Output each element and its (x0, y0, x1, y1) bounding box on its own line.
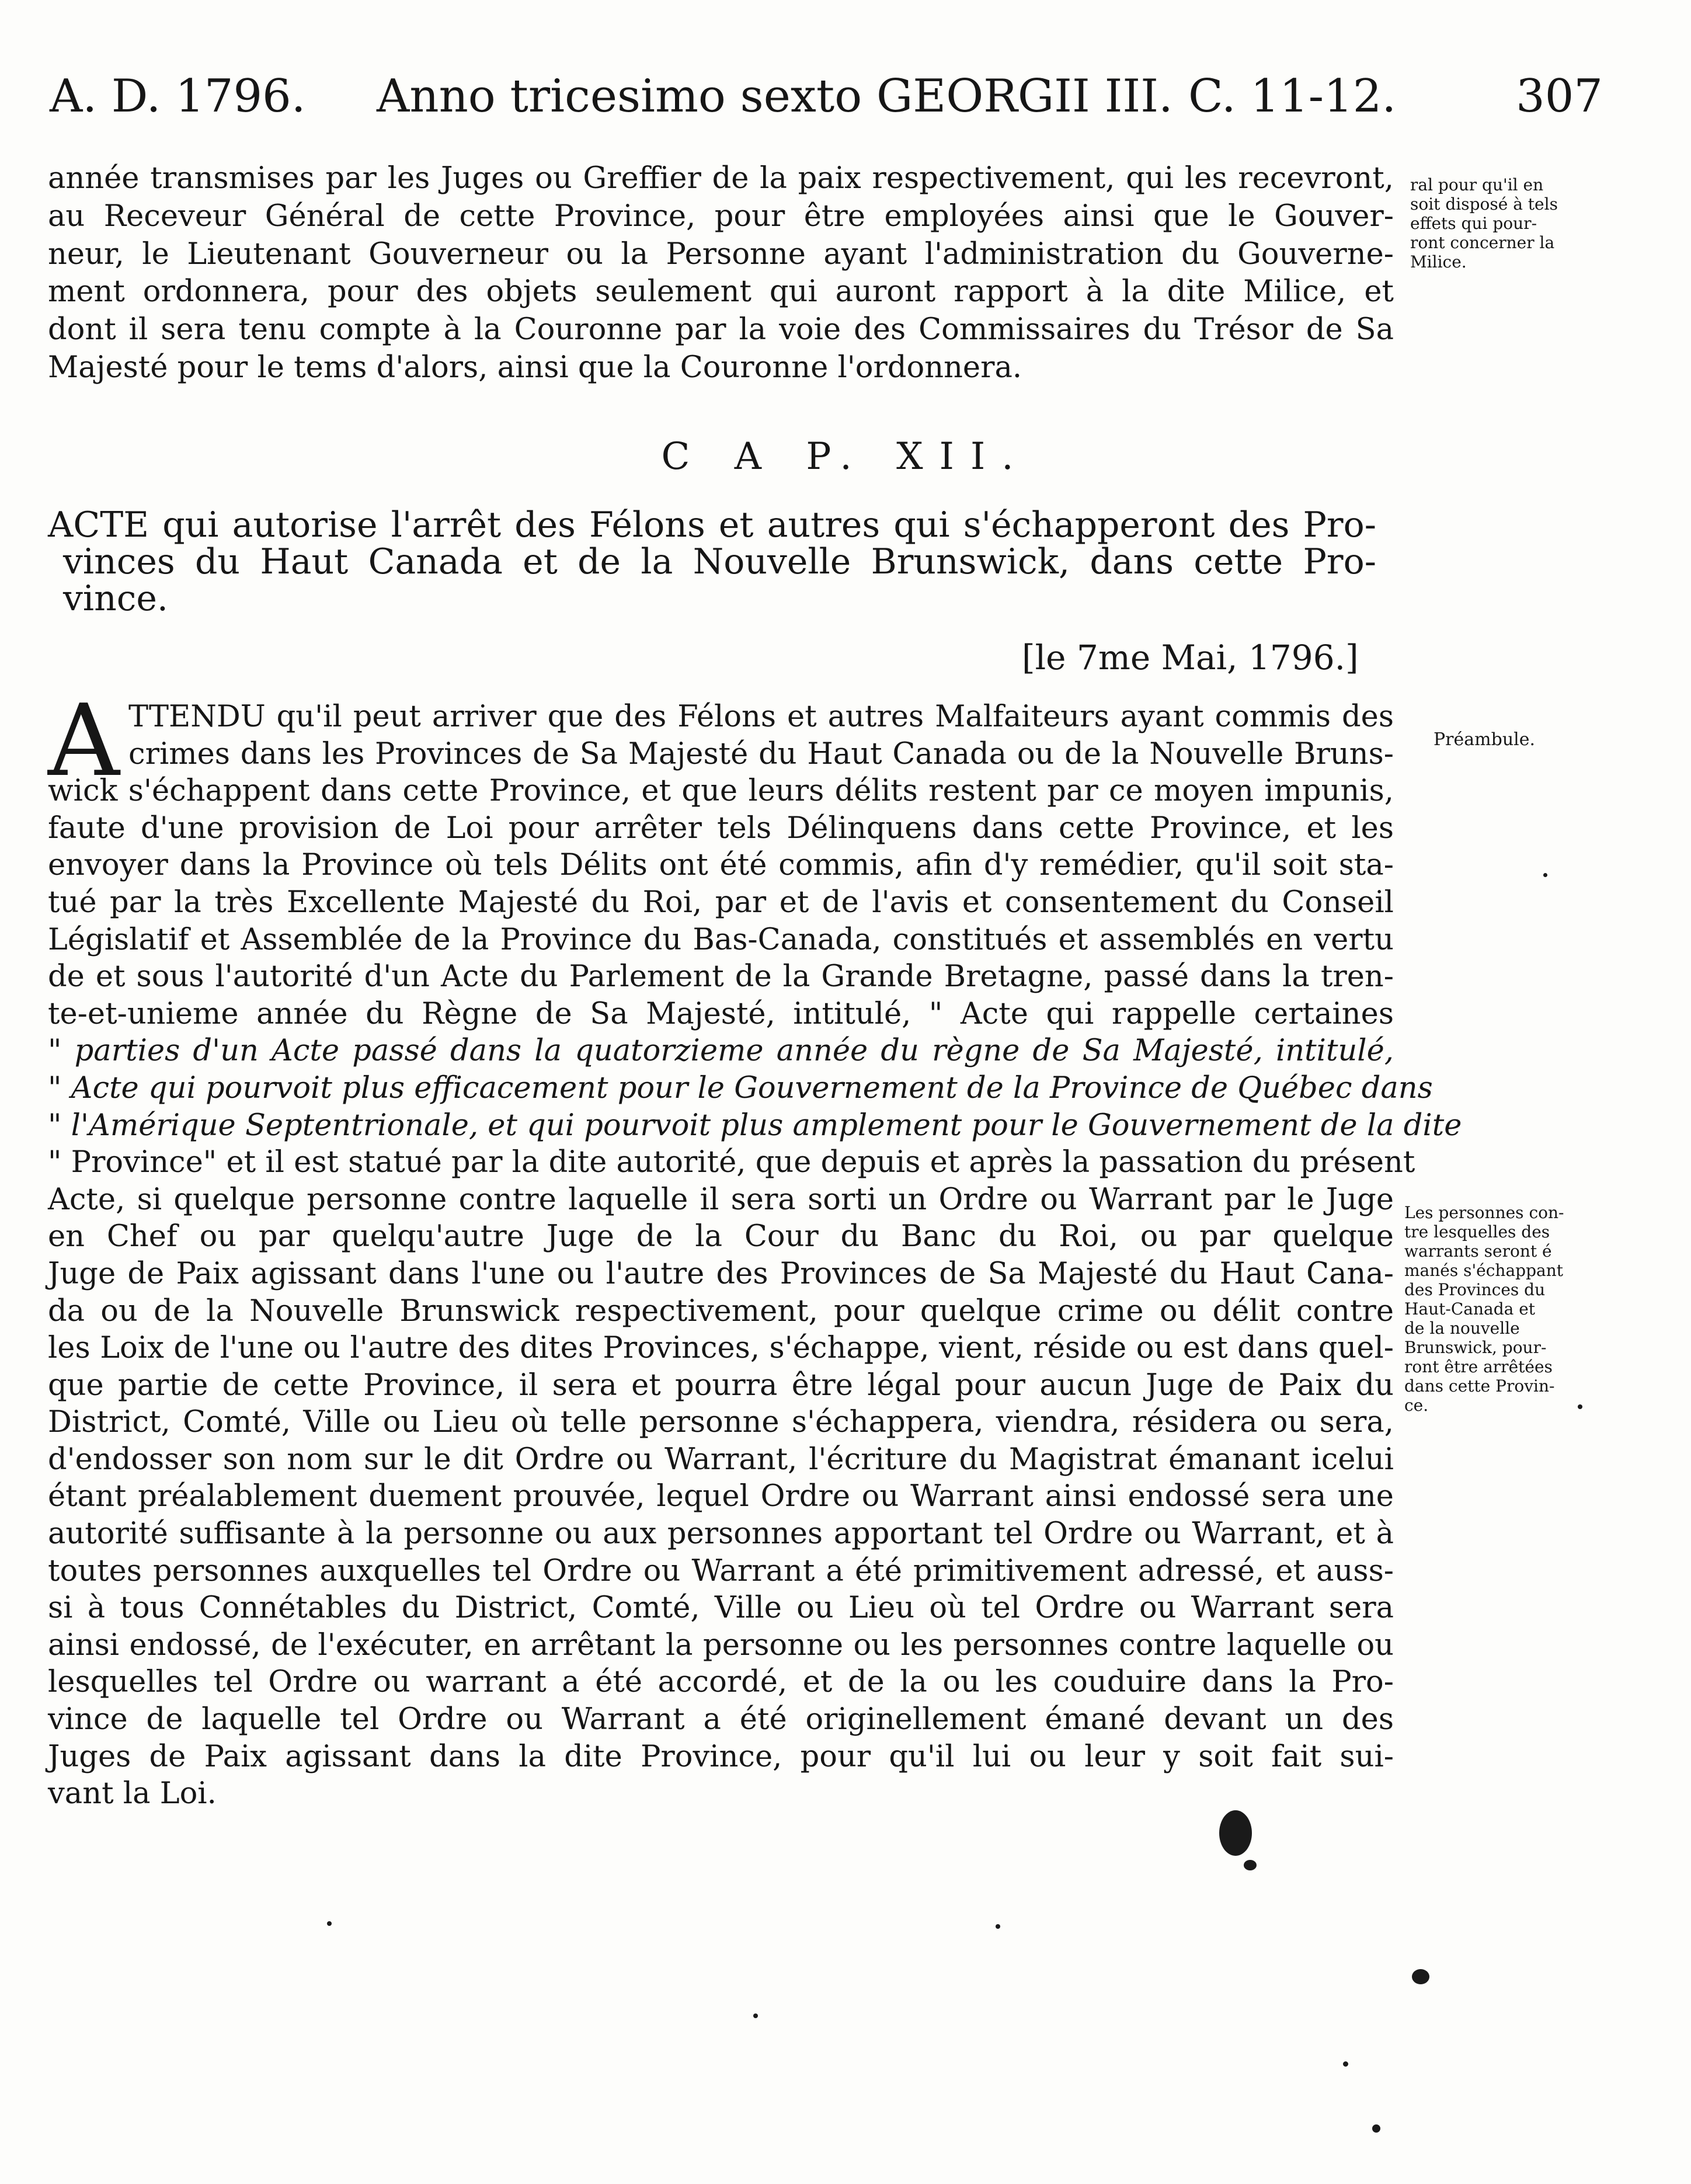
ink-speck (1578, 1404, 1582, 1409)
ink-blot (1372, 2124, 1380, 2133)
act-date: [le 7me Mai, 1796.] (1022, 638, 1359, 677)
act-title-line: vince. (63, 578, 168, 619)
margin-note-warrants (1404, 1203, 1564, 1415)
margin-note-line: dans cette Provin- (1404, 1376, 1555, 1396)
text-line: ment ordonnera, pour des objets seulement qui auront rapport à la dite Milice, et (48, 274, 1394, 309)
ink-speck (753, 2013, 758, 2018)
text-line: neur, le Lieutenant Gouverneur ou la Personne ayant l'administration du Gouverne- (48, 237, 1394, 272)
text-line: " l'Amérique Septentrionale, et qui pourvoit plus amplement pour le Gouvernement de la dite (48, 1108, 1462, 1143)
margin-note-line: Haut-Canada et (1404, 1299, 1536, 1319)
margin-note-line: ce. (1404, 1396, 1429, 1415)
text-line: vant la Loi. (48, 1776, 217, 1811)
text-line: te-et-unieme année du Règne de Sa Majesté, intitulé, " Acte qui rappelle certaines (48, 996, 1394, 1031)
margin-note-line: manés s'échappant (1404, 1261, 1563, 1280)
text-line: étant préalablement duement prouvée, lequel Ordre ou Warrant ainsi endossé sera une (48, 1479, 1394, 1514)
margin-note-line: soit disposé à tels (1410, 194, 1558, 214)
text-line: crimes dans les Provinces de Sa Majesté du Haut Canada ou de la Nouvelle Bruns- (128, 736, 1394, 771)
running-head-year: A. D. 1796. (50, 70, 306, 123)
act-title-line: ACTE qui autorise l'arrêt des Félons et autres qui s'échapperont des Pro- (48, 505, 1376, 545)
text-line: d'endosser son nom sur le dit Ordre ou Warrant, l'écriture du Magistrat émanant icelui (48, 1442, 1394, 1477)
text-line: les Loix de l'une ou l'autre des dites Provinces, s'échappe, vient, réside ou est dans quel- (48, 1331, 1394, 1366)
text-line: da ou de la Nouvelle Brunswick respectivement, pour quelque crime ou délit contre (48, 1293, 1394, 1329)
ink-speck (996, 1924, 1000, 1929)
text-line: lesquelles tel Ordre ou warrant a été accordé, et de la ou les couduire dans la Pro- (48, 1665, 1394, 1700)
text-line: ainsi endossé, de l'exécuter, en arrêtant la personne ou les personnes contre laquelle ou (48, 1627, 1394, 1663)
text-line: autorité suffisante à la personne ou aux personnes apportant tel Ordre ou Warrant, et à (48, 1517, 1394, 1552)
margin-note-line: Préambule. (1433, 729, 1536, 750)
text-line: Majesté pour le tems d'alors, ainsi que la Couronne l'ordonnera. (48, 350, 1022, 385)
page-number: 307 (1516, 70, 1603, 123)
text-line: si à tous Connétables du District, Comté, Ville ou Lieu où tel Ordre ou Warrant sera (48, 1591, 1394, 1626)
drop-cap: A (48, 683, 120, 799)
text-line: faute d'une provision de Loi pour arrêter tels Délinquens dans cette Province, et les (48, 811, 1394, 846)
running-head-chapter: C. 11-12. (1188, 70, 1397, 123)
text-line: que partie de cette Province, il sera et pourra être légal pour aucun Juge de Paix du (48, 1368, 1394, 1403)
text-line: au Receveur Général de cette Province, pour être employées ainsi que le Gouver- (48, 199, 1394, 234)
margin-note-militia (1410, 175, 1558, 272)
text-line: vince de laquelle tel Ordre ou Warrant a été originellement émané devant un des (48, 1702, 1394, 1737)
text-line: Acte, si quelque personne contre laquelle il sera sorti un Ordre ou Warrant par le Juge (48, 1182, 1394, 1217)
ink-speck (327, 1921, 332, 1926)
margin-note-line: de la nouvelle (1404, 1319, 1520, 1338)
text-line: de et sous l'autorité d'un Acte du Parlement de la Grande Bretagne, passé dans la tren- (48, 959, 1394, 994)
preamble-paragraph (48, 683, 1462, 1813)
text-line: Juge de Paix agissant dans l'une ou l'autre des Provinces de Sa Majesté du Haut Cana- (48, 1256, 1394, 1291)
text-line: dont il sera tenu compte à la Couronne par la voie des Commissaires du Trésor de Sa (48, 312, 1394, 347)
continued-paragraph (48, 160, 1394, 387)
margin-note-line: warrants seront é (1404, 1241, 1552, 1261)
margin-note-line: Brunswick, pour- (1404, 1338, 1547, 1357)
margin-note-preamble (1433, 730, 1535, 749)
margin-note-line: ral pour qu'il en (1410, 175, 1544, 194)
text-line: Législatif et Assemblée de la Province du Bas-Canada, constitués et assemblés en vertu (48, 922, 1394, 957)
chapter-heading: C A P. XII. (661, 435, 1030, 478)
margin-note-line: ront concerner la (1410, 233, 1555, 252)
text-line: " parties d'un Acte passé dans la quatorzieme année du règne de Sa Majesté, intitulé, (48, 1034, 1394, 1069)
text-line: wick s'échappent dans cette Province, et que leurs délits restent par ce moyen impunis, (48, 774, 1394, 809)
text-line: Juges de Paix agissant dans la dite Province, pour qu'il lui ou leur y soit fait sui- (48, 1739, 1394, 1774)
ink-speck (1343, 2061, 1348, 2067)
running-head-title: Anno tricesimo sexto GEORGII III. (377, 70, 1173, 123)
running-head (50, 64, 1603, 134)
margin-note-line: ront être arrêtées (1404, 1357, 1553, 1376)
text-line: en Chef ou par quelqu'autre Juge de la Cour du Banc du Roi, ou par quelque (48, 1219, 1394, 1254)
text-line: District, Comté, Ville ou Lieu où telle personne s'échappera, viendra, résidera ou sera, (48, 1405, 1394, 1440)
ink-blot (1412, 1969, 1429, 1984)
text-line: " Acte qui pourvoit plus efficacement pour le Gouvernement de la Province de Québec dans (48, 1070, 1433, 1105)
margin-note-line: effets qui pour- (1410, 214, 1537, 233)
text-line: tué par la très Excellente Majesté du Roi, par et de l'avis et consentement du Conseil (48, 885, 1394, 920)
text-line: envoyer dans la Province où tels Délits ont été commis, afin d'y remédier, qu'il soit sta- (48, 848, 1394, 883)
text-line: année transmises par les Juges ou Greffier de la paix respectivement, qui les recevront, (48, 161, 1394, 196)
ink-blot (1244, 1860, 1257, 1870)
margin-note-line: Milice. (1410, 252, 1467, 272)
margin-note-line: des Provinces du (1404, 1280, 1546, 1299)
margin-note-line: Les personnes con- (1404, 1203, 1564, 1222)
ink-speck (1543, 873, 1547, 877)
act-title-line: vinces du Haut Canada et de la Nouvelle Brunswick, dans cette Pro- (63, 541, 1376, 582)
margin-note-line: tre lesquelles des (1404, 1222, 1550, 1241)
act-title (48, 507, 1376, 617)
ink-blot (1219, 1810, 1252, 1856)
text-line: TTENDU qu'il peut arriver que des Félons et autres Malfaiteurs ayant commis des (128, 700, 1394, 734)
text-line: toutes personnes auxquelles tel Ordre ou Warrant a été primitivement adressé, et auss- (48, 1553, 1394, 1588)
text-line: " Province" et il est statué par la dite autorité, que depuis et après la passation du présent (48, 1145, 1415, 1180)
